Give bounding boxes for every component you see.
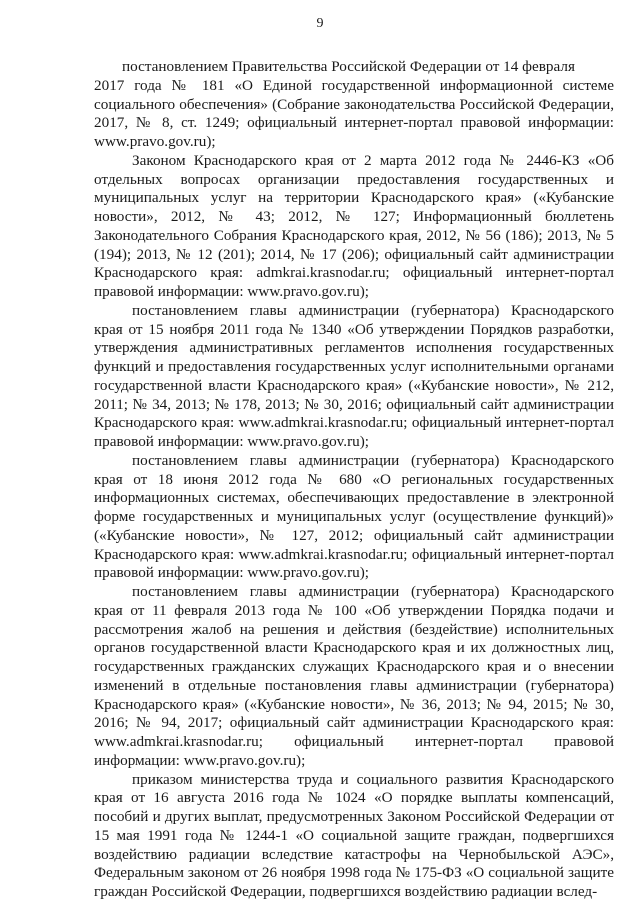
paragraph-ministry-order-1024: приказом министерства труда и социального развития Краснодарского края от 16 августа 2016 года № 1024 «О порядке выплаты компенсаций, пособий и других выплат, предусмотренных Законом Российской Федерации от 15 мая 1991 года № 1244-1 «О социальной защите граждан, подвергшихся воздействию радиации вследствие катастрофы на Чернобыльской АЭС», Федеральным законом от 26 ноября 1998 года № 175-ФЗ «О социальной защите граждан Российской Федерации, подвергшихся воздействию радиации вслед- [94, 770, 614, 900]
page-number: 9 [316, 16, 324, 31]
document-body [94, 58, 614, 902]
paragraph-krasnodar-law-2446: Законом Краснодарского края от 2 марта 2012 года № 2446-КЗ «Об отдельных вопросах организации предоставления государственных и муниципальных услуг на территории Краснодарского края» («Кубанские новости», 2012, № 43; 2012, № 127; Информационный бюллетень Законодательного Собрания Краснодарского края, 2012, № 56 (186); 2013, № 5 (194); 2013, № 12 (201); 2014, № 17 (206); официальный сайт администрации Краснодарского края: admkrai.krasnodar.ru; официальный интернет-портал правовой информации: www.pravo.gov.ru); [94, 151, 614, 300]
paragraph-government-decree-181: постановлением Правительства Российской Федерации от 14 февраля 2017 года № 181 «О Единой государственной информационной системе социального обеспечения» (Собрание законодательства Российской Федерации, 2017, № 8, ст. 1249; официальный интернет-портал правовой информации: www.pravo.gov.ru); [94, 58, 614, 150]
paragraph-governor-decree-1340: постановлением главы администрации (губернатора) Краснодарского края от 15 ноября 2011 года № 1340 «Об утверждении Порядков разработки, утверждения административных регламентов исполнения государственных функций и предоставления государственных услуг исполнительными органами государственной власти Краснодарского края» («Кубанские новости», № 212, 2011; № 34, 2013; № 178, 2013; № 30, 2016; официальный сайт администрации Краснодарского края: www.admkrai.krasnodar.ru; официальный интернет-портал правовой информации: www.pravo.gov.ru); [94, 301, 614, 450]
paragraph-governor-decree-680: постановлением главы администрации (губернатора) Краснодарского края от 18 июня 2012 года № 680 «О региональных государственных информационных системах, обеспечивающих предоставление в электронной форме государственных и муниципальных услуг (осуществление функций)» («Кубанские новости», № 127, 2012; официальный сайт администрации Краснодарского края: www.admkrai.krasnodar.ru; официальный интернет-портал правовой информации: www.pravo.gov.ru); [94, 451, 614, 582]
paragraph-governor-decree-100: постановлением главы администрации (губернатора) Краснодарского края от 11 февраля 2013 года № 100 «Об утверждении Порядка подачи и рассмотрения жалоб на решения и действия (бездействие) исполнительных органов государственной власти Краснодарского края и их должностных лиц, государственных гражданских служащих Краснодарского края и о внесении изменений в отдельные постановления главы администрации (губернатора) Краснодарского края» («Кубанские новости», № 36, 2013; № 94, 2015; № 30, 2016; № 94, 2017; официальный сайт администрации Краснодарского края: www.admkrai.krasnodar.ru; официальный интернет-портал правовой информации: www.pravo.gov.ru); [94, 583, 614, 769]
